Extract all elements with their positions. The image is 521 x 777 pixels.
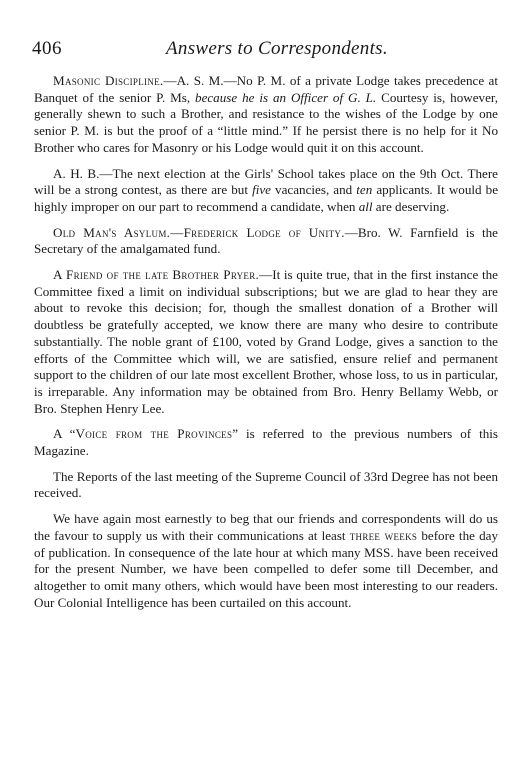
answer-text: before the day of publication. In consequence of the late hour at which many MSS. have been received for the present Number, we have been compelled to defer some till December, and altogether to omit many others, which would have been most interesting to our readers. Our Colonial Intelligence has been curtailed on this account. — [34, 527, 498, 610]
page-header — [32, 38, 492, 62]
answer-emphasis: five — [252, 182, 271, 198]
answer-text: —Bro. W. Farnfield is the Secretary of the amalgamated fund. — [34, 224, 498, 257]
answer-emphasis: because he is an Officer of G. L. — [195, 89, 377, 105]
answer-text: are deserving. — [372, 198, 450, 214]
answer-text: Courtesy is, however, generally shewn to such a Brother, and resistance to the wishes of the Lodge by one senior P. M. is but the proof of a “little mind.” If he persist there is no help for it No Brother who cares for Masonry or his Lodge would quit it on this account. — [34, 89, 498, 155]
running-head: Answers to Correspondents. — [166, 38, 388, 59]
answer-old-mans-asylum — [34, 225, 498, 258]
answer-text: The Reports of the last meeting of the Supreme Council of 33rd Degree has not been received. — [34, 468, 498, 501]
answer-correspondents-notice — [34, 511, 498, 611]
answer-masonic-discipline — [34, 73, 498, 157]
answer-girls-school — [34, 166, 498, 216]
answer-emphasis: three weeks — [349, 527, 418, 543]
answer-text: A “ — [53, 426, 76, 442]
answer-heading: Masonic Discipline. — [53, 73, 164, 88]
page-number: 406 — [32, 38, 62, 59]
answer-voice-from-provinces — [34, 426, 498, 459]
answer-text: —It is quite true, that in the first instance the Committee fixed a limit on individual subscriptions; but we are glad to hear they are about to revoke this decision; for, though the smallest donation of a Brother will doubtless be gratefully accepted, we know there are many who desire to contribute substantially. The noble grant of £100, voted by Grand Lodge, gives a sanction to the efforts of the Committee which will, we are satisfied, ensure relief and permanent support to the children of our late most excellent Brother, whose loss, to us in particular, is irreparable. Any information may be obtained from Bro. Henry Bellamy Webb, or Bro. Stephen Henry Lee. — [34, 267, 498, 416]
answer-text: ” is referred to the previous numbers of this Magazine. — [34, 426, 498, 459]
answer-text: —A. S. M.—No P. M. of a private Lodge takes precedence at Banquet of the senior P. Ms, — [34, 73, 498, 105]
answer-heading: A Friend of the late Brother Pryer. — [53, 267, 260, 283]
answer-brother-pryer — [34, 267, 498, 417]
answer-emphasis: all — [358, 198, 373, 214]
answers-column — [34, 73, 498, 620]
answer-text: We have again most earnestly to beg that our friends and correspondents will do us the favour to supply us with their communications at least — [34, 511, 498, 543]
answer-supreme-council — [34, 469, 498, 502]
answer-text: vacancies, and — [270, 182, 357, 198]
answer-emphasis: ten — [356, 182, 373, 198]
answer-heading: Voice from the Provinces — [75, 426, 233, 442]
answer-text: applicants. It would be highly improper on our part to recommend a candidate, when — [34, 182, 498, 214]
answer-heading: Old Man's Asylum.—Frederick Lodge of Unity. — [53, 224, 345, 240]
answer-text: A. H. B.—The next election at the Girls' School takes place on the 9th Oct. There will be a strong contest, as there are but — [34, 165, 498, 198]
